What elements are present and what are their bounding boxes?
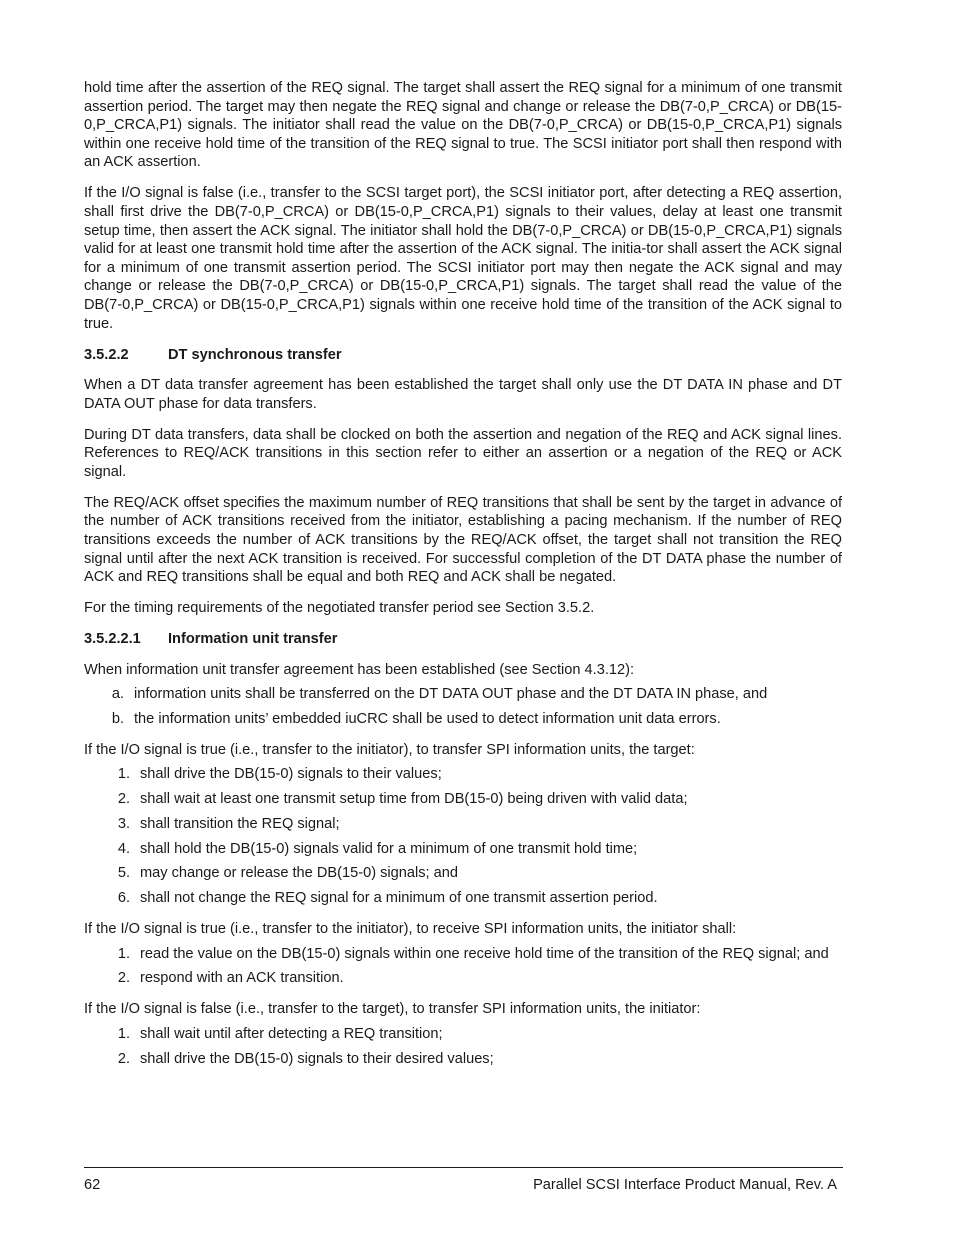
section-number: 3.5.2.2.1 — [84, 631, 141, 648]
list-initiator-transfer-steps — [84, 1025, 842, 1068]
paragraph-dt-clocking: During DT data transfers, data shall be clocked on both the assertion and negation of the REQ and ACK signal lines. References to REQ/ACK transitions in this section refer to either an assertion or a negation of the REQ or ACK signal. — [84, 426, 842, 480]
list-item: 2. shall wait at least one transmit setup time from DB(15-0) being driven with valid data; — [117, 791, 688, 808]
paragraph-initiator-receive: If the I/O signal is true (i.e., transfer to the initiator), to receive SPI information units, the initiator shall: — [84, 921, 737, 938]
page-body — [84, 79, 842, 1081]
list-item: 1. read the value on the DB(15-0) signals within one receive hold time of the transition of the REQ signal; and — [117, 945, 829, 962]
list-item: 2. shall drive the DB(15-0) signals to their desired values; — [117, 1050, 494, 1067]
document-title: Parallel SCSI Interface Product Manual, Rev. A — [533, 1177, 837, 1193]
list-target-transfer-steps — [84, 765, 842, 908]
list-item: a. information units shall be transferred on the DT DATA OUT phase and the DT DATA IN phase, and — [111, 686, 768, 703]
list-item: 4. shall hold the DB(15-0) signals valid for a minimum of one transmit hold time; — [117, 840, 638, 857]
paragraph-req-ack-offset: The REQ/ACK offset specifies the maximum number of REQ transitions that shall be sent by the target in advance of the number of ACK transitions received from the initiator, establishing a pacing mechanism. If the number of REQ transitions exceeds the number of ACK transitions by the REQ/ACK offset, the target shall not transition the REQ signal until after the next ACK transition is received. For successful completion of the DT DATA phase the number of ACK and REQ transitions shall be equal and both REQ and ACK shall be negated. — [84, 494, 842, 586]
list-item: 1. shall drive the DB(15-0) signals to their values; — [117, 766, 442, 783]
paragraph-iu-agreement: When information unit transfer agreement has been established (see Section 4.3.12): — [84, 661, 635, 678]
section-heading-dt-synchronous — [84, 346, 842, 365]
paragraph-req-hold: hold time after the assertion of the REQ signal. The target shall assert the REQ signal for a minimum of one transmit assertion period. The target may then negate the REQ signal and change or release the DB(7-0,P_CRCA) or DB(15-0,P_CRCA,P1) signals. The initiator shall read the value on the DB(7-0,P_CRCA) or DB(15-0,P_CRCA,P1) signals within one receive hold time of the transition of the REQ signal to true. The SCSI initiator port shall then respond with an ACK assertion. — [84, 80, 842, 171]
paragraph-target-transfer: If the I/O signal is true (i.e., transfer to the initiator), to transfer SPI information units, the target: — [84, 741, 695, 758]
paragraph-initiator-transfer: If the I/O signal is false (i.e., transfer to the target), to transfer SPI information units, the initiator: — [84, 1001, 701, 1018]
list-item: 5. may change or release the DB(15-0) signals; and — [117, 865, 458, 882]
section-heading-information-unit — [84, 630, 842, 649]
paragraph-dt-agreement: When a DT data transfer agreement has been established the target shall only use the DT DATA IN phase and DT DATA OUT phase for data transfers. — [84, 377, 842, 412]
list-item: b. the information units’ embedded iuCRC shall be used to detect information unit data errors. — [111, 710, 721, 727]
paragraph-io-false: If the I/O signal is false (i.e., transfer to the SCSI target port), the SCSI initiator port, after detecting a REQ assertion, shall first drive the DB(7-0,P_CRCA) or DB(15-0,P_CRCA,P1) signals to their values, delay at least one transmit setup time, then assert the ACK signal. The initiator shall hold the DB(7-0,P_CRCA) or DB(15-0,P_CRCA,P1) signals valid for at least one transmit hold time after the assertion of the ACK signal. The initia-tor shall assert the ACK signal for a minimum of one transmit assertion period. The SCSI initiator port may then negate the ACK signal and may change or release the DB(7-0,P_CRCA) or DB(15-0,P_CRCA,P1) signals. The target shall read the value of the DB(7-0,P_CRCA) or DB(15-0,P_CRCA,P1) signals within one receive hold time of the transition of the ACK signal to true. — [84, 185, 842, 332]
list-item: 2. respond with an ACK transition. — [117, 970, 344, 987]
section-number: 3.5.2.2 — [84, 346, 129, 363]
list-item: 6. shall not change the REQ signal for a minimum of one transmit assertion period. — [117, 890, 658, 907]
page-number: 62 — [84, 1177, 101, 1193]
list-iu-rules — [84, 685, 842, 728]
list-initiator-receive-steps — [84, 945, 842, 988]
section-title: DT synchronous transfer — [168, 346, 342, 363]
list-item: 1. shall wait until after detecting a REQ transition; — [117, 1025, 443, 1042]
list-item: 3. shall transition the REQ signal; — [117, 815, 340, 832]
footer-divider — [84, 1167, 843, 1168]
paragraph-timing-reference: For the timing requirements of the negotiated transfer period see Section 3.5.2. — [84, 600, 595, 617]
section-title: Information unit transfer — [168, 631, 338, 648]
